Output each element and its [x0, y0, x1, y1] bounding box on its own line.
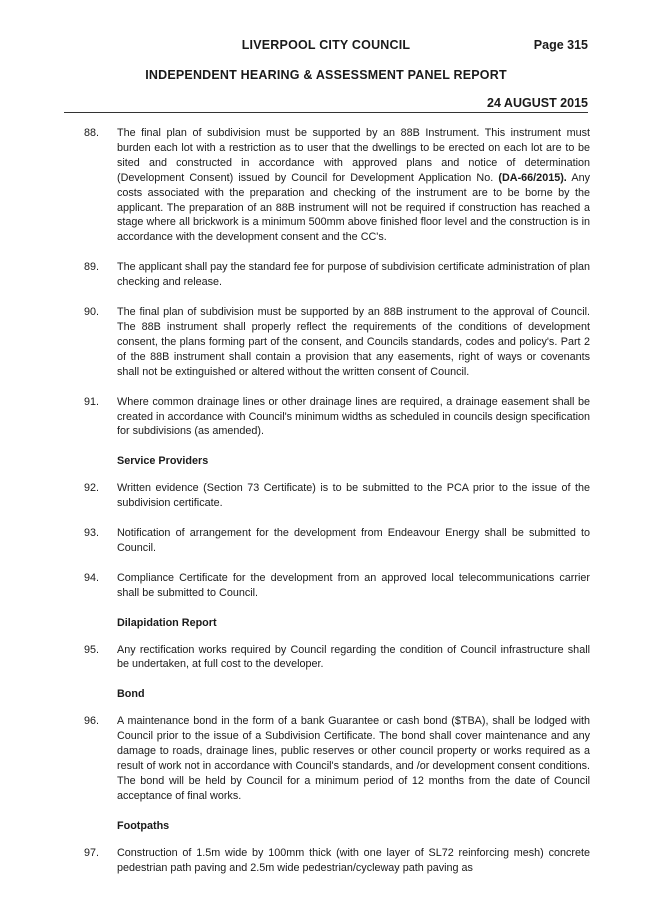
condition-number: 95.: [84, 643, 100, 656]
report-title: INDEPENDENT HEARING & ASSESSMENT PANEL REPORT: [145, 68, 507, 82]
condition-number: 96.: [84, 715, 100, 728]
condition-text-part: Any costs associated with the preparation and checking of the instrument are to be borne by the applicant. The preparation of an 88B instrument will not be required if construction has reached a stage where all brickwork is a minimum 500mm above finished floor level and the construction is in accordance with the development consent and the CC's.: [117, 171, 590, 244]
condition-number: 91.: [84, 395, 100, 408]
section-heading-footpaths: Footpaths: [117, 819, 170, 832]
condition-text: The applicant shall pay the standard fee for purpose of subdivision certificate administration of plan checking and release.: [117, 261, 590, 289]
page-number: Page 315: [533, 38, 588, 52]
condition-number: 92.: [84, 482, 100, 495]
condition-text: Written evidence (Section 73 Certificate) is to be submitted to the PCA prior to the issue of the subdivision certificate.: [117, 482, 590, 510]
condition-text: A maintenance bond in the form of a bank Guarantee or cash bond ($TBA), shall be lodged with Council prior to the issue of a Subdivision Certificate. The bond shall cover maintenance and any damage to roads, drainage lines, public reserves or other council property or works required as a result of work not in accordance with Council's standards, and /or development consent conditions. The bond will be held by Council for a minimum period of 12 months from the date of Council acceptance of final works.: [117, 715, 590, 802]
header-divider: [64, 112, 588, 113]
document-body: [84, 126, 590, 890]
condition-text-part: The final plan of subdivision must be supported by an 88B Instrument. This instrument must burden each lot with a restriction as to user that the dwellings to be erected on each lot are to be sited and constructed in accordance with approved plans and notice of determination (Development Consent) issued by Council for Development Application No.: [117, 127, 590, 184]
condition-91: [84, 395, 590, 440]
condition-92: [84, 481, 590, 511]
condition-number: 88.: [84, 127, 100, 139]
condition-number: 97.: [84, 846, 100, 859]
report-date: 24 AUGUST 2015: [487, 96, 588, 110]
condition-text: Compliance Certificate for the development from an approved local telecommunications carrier shall be submitted to Council.: [117, 571, 590, 599]
condition-text: Construction of 1.5m wide by 100mm thick (with one layer of SL72 reinforcing mesh) concrete pedestrian path paving and 2.5m wide pedestrian/cycleway path paving as: [117, 846, 590, 874]
condition-96: [84, 714, 590, 803]
condition-88: [84, 126, 590, 245]
condition-93: [84, 526, 590, 556]
condition-text: [117, 126, 590, 245]
application-number: (DA-66/2015).: [498, 171, 567, 184]
council-name: LIVERPOOL CITY COUNCIL: [241, 38, 411, 52]
condition-text: Any rectification works required by Council regarding the condition of Council infrastructure shall be undertaken, at full cost to the developer.: [117, 643, 590, 671]
condition-number: 94.: [84, 571, 100, 584]
condition-94: [84, 571, 590, 601]
condition-90: [84, 305, 590, 380]
condition-97: [84, 846, 590, 876]
condition-text: The final plan of subdivision must be supported by an 88B instrument to the approval of Council. The 88B instrument shall properly reflect the requirements of the conditions of development consent, the plans forming part of the consent, and Councils standards, codes and policy's. Part 2 of the 88B instrument shall contain a provision that any easements, right of ways or covenants shall not be extinguished or altered without the written consent of Council.: [117, 306, 590, 378]
condition-number: 93.: [84, 527, 100, 540]
section-heading-service-providers: Service Providers: [117, 455, 209, 468]
section-heading-dilapidation-report: Dilapidation Report: [117, 616, 217, 629]
section-heading-bond: Bond: [117, 688, 145, 701]
condition-95: [84, 643, 590, 673]
condition-text: Notification of arrangement for the development from Endeavour Energy shall be submitted to Council.: [117, 527, 590, 554]
condition-number: 90.: [84, 306, 100, 319]
condition-number: 89.: [84, 261, 100, 274]
condition-text: Where common drainage lines or other drainage lines are required, a drainage easement shall be created in accordance with Council's minimum widths as scheduled in councils design specification for subdivisions (as amended).: [117, 395, 590, 438]
condition-89: [84, 260, 590, 290]
